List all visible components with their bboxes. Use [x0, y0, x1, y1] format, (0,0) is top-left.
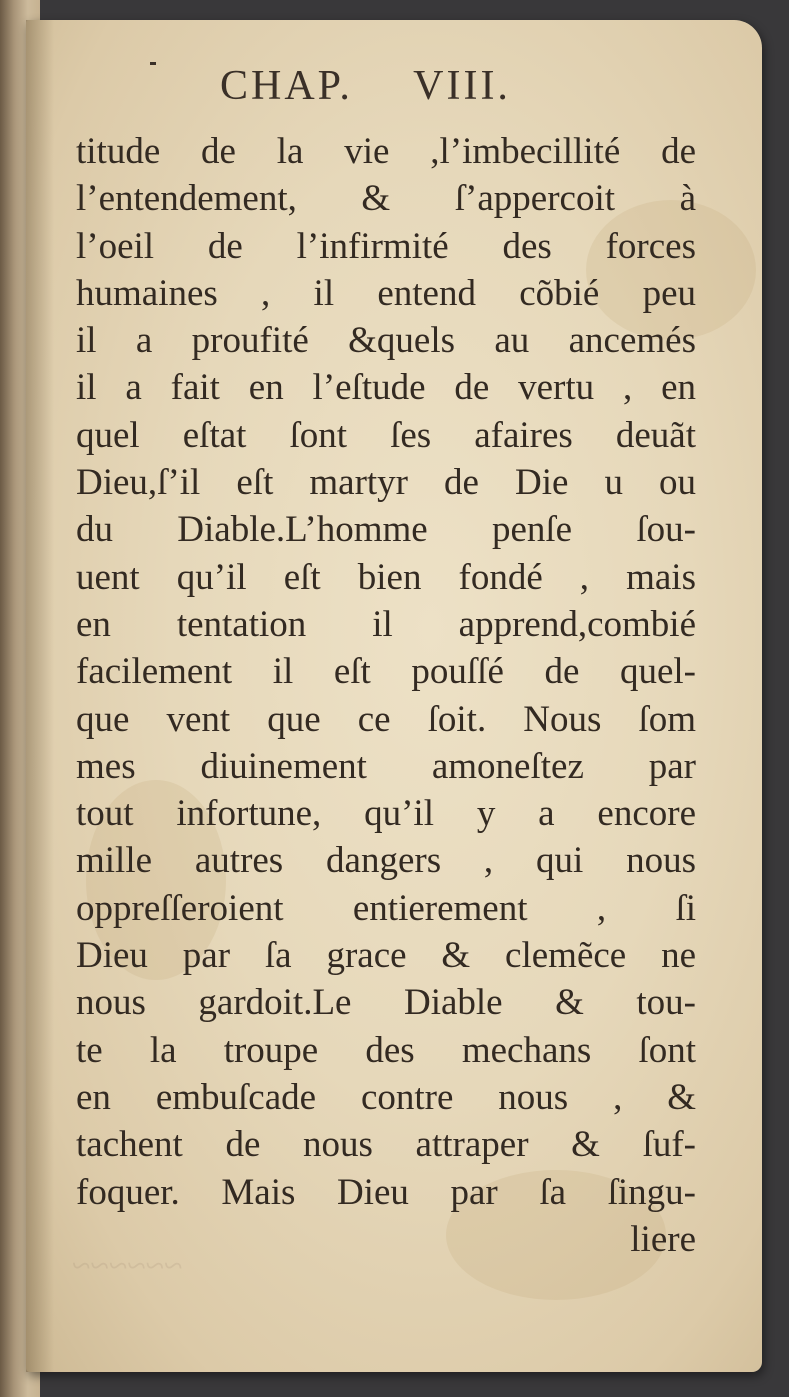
text-line: Dieu,ſ’il eſt martyr de Die u ou	[76, 462, 696, 504]
text-line: nous gardoit.Le Diable & tou-	[76, 982, 696, 1024]
text-line: titude de la vie ,l’imbecillité de	[76, 131, 696, 172]
text-line: l’oeil de l’infirmité des forces	[76, 225, 696, 267]
text-line: humaines , il entend cõbié peu	[76, 272, 696, 314]
text-line: en embuſcade contre nous , &	[76, 1076, 696, 1118]
text-line: mes diuinement amoneſtez par	[76, 745, 696, 787]
running-header	[220, 62, 600, 110]
text-line: il a proufité &quels au ancemés	[76, 320, 696, 362]
text-line: quel eſtat ſont ſes afaires deuãt	[76, 414, 696, 456]
text-line: tachent de nous attraper & ſuf-	[76, 1124, 696, 1166]
text-line: il a fait en l’eſtude de vertu , en	[76, 367, 696, 409]
text-line: en tentation il apprend,combié	[76, 603, 696, 645]
text-line: foquer. Mais Dieu par ſa ſingu-	[76, 1171, 696, 1213]
gutter-shadow	[26, 20, 54, 1372]
running-title: CHAP.	[220, 63, 353, 109]
text-line: l’entendement, & ſ’appercoit à	[76, 178, 696, 220]
show-through-ink: ~~~~~~	[72, 1248, 183, 1285]
text-line: du Diable.L’homme penſe ſou-	[76, 509, 696, 551]
page-body-text	[76, 128, 696, 1263]
text-line: mille autres dangers , qui nous	[76, 840, 696, 882]
text-line: uent qu’il eſt bien fondé , mais	[76, 556, 696, 598]
text-line: te la troupe des mechans ſont	[76, 1029, 696, 1071]
text-line: Dieu par ſa grace & clemẽce ne	[76, 935, 696, 977]
text-line: facilement il eſt pouſſé de quel-	[76, 651, 696, 693]
chapter-number: VIII.	[413, 63, 511, 109]
ink-mark	[150, 62, 156, 65]
text-line: tout infortune, qu’il y a encore	[76, 793, 696, 835]
text-line: que vent que ce ſoit. Nous ſom	[76, 698, 696, 740]
catchword: liere	[630, 1218, 696, 1260]
text-line: oppreſſeroient entierement , ſi	[76, 887, 696, 929]
